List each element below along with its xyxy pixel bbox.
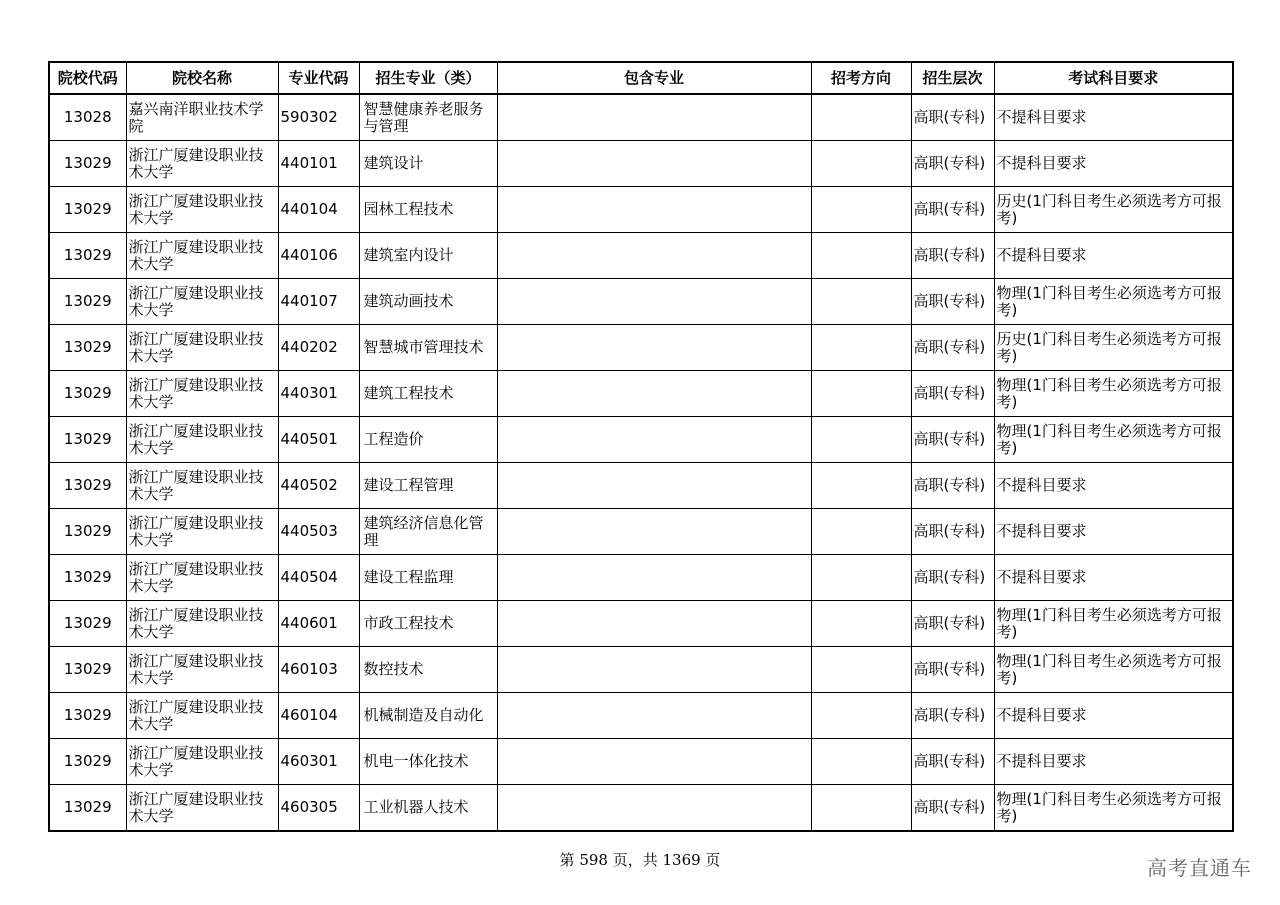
cell-major-name: 数控技术 — [359, 647, 497, 693]
cell-major-code: 460305 — [278, 785, 359, 832]
cell-school-code: 13029 — [49, 417, 126, 463]
cell-school-name: 浙江广厦建设职业技术大学 — [126, 233, 278, 279]
table-row — [49, 94, 1233, 141]
table-row — [49, 601, 1233, 647]
cell-major-name: 建设工程监理 — [359, 555, 497, 601]
cell-major-code: 440601 — [278, 601, 359, 647]
cell-school-name: 浙江广厦建设职业技术大学 — [126, 417, 278, 463]
cell-direction — [811, 509, 911, 555]
cell-major-name: 建设工程管理 — [359, 463, 497, 509]
table-row — [49, 647, 1233, 693]
header-direction: 招考方向 — [811, 62, 911, 94]
cell-included-majors — [497, 693, 811, 739]
cell-school-code: 13029 — [49, 647, 126, 693]
cell-major-code: 440107 — [278, 279, 359, 325]
cell-subject-requirement: 历史(1门科目考生必须选考方可报考) — [994, 187, 1233, 233]
cell-subject-requirement: 物理(1门科目考生必须选考方可报考) — [994, 279, 1233, 325]
cell-subject-requirement: 不提科目要求 — [994, 739, 1233, 785]
cell-school-code: 13029 — [49, 371, 126, 417]
cell-subject-requirement: 物理(1门科目考生必须选考方可报考) — [994, 785, 1233, 832]
cell-included-majors — [497, 187, 811, 233]
cell-subject-requirement: 物理(1门科目考生必须选考方可报考) — [994, 601, 1233, 647]
cell-major-name: 建筑动画技术 — [359, 279, 497, 325]
cell-direction — [811, 785, 911, 832]
cell-level: 高职(专科) — [911, 233, 994, 279]
cell-direction — [811, 555, 911, 601]
cell-included-majors — [497, 279, 811, 325]
cell-school-code: 13029 — [49, 785, 126, 832]
cell-level: 高职(专科) — [911, 325, 994, 371]
table-row — [49, 509, 1233, 555]
cell-direction — [811, 601, 911, 647]
cell-school-name: 浙江广厦建设职业技术大学 — [126, 693, 278, 739]
cell-direction — [811, 693, 911, 739]
header-school-code: 院校代码 — [49, 62, 126, 94]
watermark-logo: 高考直通车 — [1147, 856, 1252, 880]
cell-school-code: 13029 — [49, 601, 126, 647]
cell-major-name: 建筑经济信息化管理 — [359, 509, 497, 555]
cell-school-name: 浙江广厦建设职业技术大学 — [126, 463, 278, 509]
cell-included-majors — [497, 601, 811, 647]
cell-major-name: 机械制造及自动化 — [359, 693, 497, 739]
cell-level: 高职(专科) — [911, 279, 994, 325]
admission-table — [48, 61, 1234, 832]
cell-major-code: 440502 — [278, 463, 359, 509]
cell-included-majors — [497, 555, 811, 601]
table-row — [49, 463, 1233, 509]
table-row — [49, 187, 1233, 233]
cell-major-name: 园林工程技术 — [359, 187, 497, 233]
cell-major-code: 440202 — [278, 325, 359, 371]
cell-direction — [811, 647, 911, 693]
cell-school-code: 13029 — [49, 509, 126, 555]
cell-major-name: 工程造价 — [359, 417, 497, 463]
table-row — [49, 417, 1233, 463]
cell-major-name: 建筑工程技术 — [359, 371, 497, 417]
cell-school-code: 13029 — [49, 141, 126, 187]
cell-major-name: 市政工程技术 — [359, 601, 497, 647]
cell-major-code: 440503 — [278, 509, 359, 555]
cell-school-name: 浙江广厦建设职业技术大学 — [126, 325, 278, 371]
cell-subject-requirement: 不提科目要求 — [994, 233, 1233, 279]
table-row — [49, 739, 1233, 785]
cell-school-code: 13028 — [49, 94, 126, 141]
table-row — [49, 141, 1233, 187]
cell-subject-requirement: 不提科目要求 — [994, 509, 1233, 555]
cell-school-code: 13029 — [49, 233, 126, 279]
cell-direction — [811, 739, 911, 785]
table-header-row — [49, 62, 1233, 94]
cell-major-name: 智慧城市管理技术 — [359, 325, 497, 371]
header-level: 招生层次 — [911, 62, 994, 94]
cell-level: 高职(专科) — [911, 94, 994, 141]
cell-included-majors — [497, 371, 811, 417]
cell-major-code: 440106 — [278, 233, 359, 279]
cell-included-majors — [497, 463, 811, 509]
cell-direction — [811, 94, 911, 141]
table-row — [49, 325, 1233, 371]
cell-major-code: 460103 — [278, 647, 359, 693]
cell-direction — [811, 325, 911, 371]
cell-school-name: 浙江广厦建设职业技术大学 — [126, 785, 278, 832]
table-row — [49, 233, 1233, 279]
cell-included-majors — [497, 325, 811, 371]
header-major-code: 专业代码 — [278, 62, 359, 94]
cell-level: 高职(专科) — [911, 739, 994, 785]
cell-direction — [811, 417, 911, 463]
table-row — [49, 785, 1233, 832]
cell-direction — [811, 233, 911, 279]
cell-subject-requirement: 物理(1门科目考生必须选考方可报考) — [994, 647, 1233, 693]
header-subject-requirement: 考试科目要求 — [994, 62, 1233, 94]
cell-level: 高职(专科) — [911, 141, 994, 187]
cell-school-name: 浙江广厦建设职业技术大学 — [126, 739, 278, 785]
cell-level: 高职(专科) — [911, 371, 994, 417]
cell-subject-requirement: 历史(1门科目考生必须选考方可报考) — [994, 325, 1233, 371]
cell-school-name: 浙江广厦建设职业技术大学 — [126, 187, 278, 233]
cell-school-name: 浙江广厦建设职业技术大学 — [126, 555, 278, 601]
cell-major-name: 建筑室内设计 — [359, 233, 497, 279]
cell-school-code: 13029 — [49, 187, 126, 233]
header-major-name: 招生专业（类） — [359, 62, 497, 94]
cell-subject-requirement: 不提科目要求 — [994, 555, 1233, 601]
cell-major-code: 460104 — [278, 693, 359, 739]
cell-included-majors — [497, 739, 811, 785]
cell-direction — [811, 279, 911, 325]
cell-major-name: 工业机器人技术 — [359, 785, 497, 832]
cell-school-code: 13029 — [49, 555, 126, 601]
header-school-name: 院校名称 — [126, 62, 278, 94]
cell-level: 高职(专科) — [911, 509, 994, 555]
cell-school-code: 13029 — [49, 325, 126, 371]
cell-school-name: 浙江广厦建设职业技术大学 — [126, 141, 278, 187]
cell-direction — [811, 371, 911, 417]
cell-level: 高职(专科) — [911, 417, 994, 463]
cell-school-name: 嘉兴南洋职业技术学院 — [126, 94, 278, 141]
cell-major-code: 440301 — [278, 371, 359, 417]
cell-major-name: 建筑设计 — [359, 141, 497, 187]
cell-subject-requirement: 物理(1门科目考生必须选考方可报考) — [994, 417, 1233, 463]
cell-major-code: 590302 — [278, 94, 359, 141]
cell-included-majors — [497, 141, 811, 187]
cell-included-majors — [497, 509, 811, 555]
cell-major-code: 460301 — [278, 739, 359, 785]
cell-level: 高职(专科) — [911, 555, 994, 601]
cell-major-code: 440101 — [278, 141, 359, 187]
table-body — [49, 94, 1233, 831]
cell-direction — [811, 463, 911, 509]
cell-school-name: 浙江广厦建设职业技术大学 — [126, 371, 278, 417]
cell-included-majors — [497, 785, 811, 832]
cell-included-majors — [497, 647, 811, 693]
cell-subject-requirement: 不提科目要求 — [994, 693, 1233, 739]
cell-major-code: 440501 — [278, 417, 359, 463]
cell-direction — [811, 187, 911, 233]
cell-level: 高职(专科) — [911, 647, 994, 693]
cell-subject-requirement: 不提科目要求 — [994, 94, 1233, 141]
cell-included-majors — [497, 233, 811, 279]
cell-school-code: 13029 — [49, 739, 126, 785]
cell-school-name: 浙江广厦建设职业技术大学 — [126, 509, 278, 555]
cell-school-name: 浙江广厦建设职业技术大学 — [126, 647, 278, 693]
cell-school-code: 13029 — [49, 279, 126, 325]
cell-subject-requirement: 物理(1门科目考生必须选考方可报考) — [994, 371, 1233, 417]
table-row — [49, 279, 1233, 325]
cell-level: 高职(专科) — [911, 693, 994, 739]
header-included-majors: 包含专业 — [497, 62, 811, 94]
cell-level: 高职(专科) — [911, 785, 994, 832]
cell-level: 高职(专科) — [911, 463, 994, 509]
cell-school-name: 浙江广厦建设职业技术大学 — [126, 601, 278, 647]
cell-subject-requirement: 不提科目要求 — [994, 463, 1233, 509]
cell-major-name: 智慧健康养老服务与管理 — [359, 94, 497, 141]
cell-included-majors — [497, 417, 811, 463]
cell-subject-requirement: 不提科目要求 — [994, 141, 1233, 187]
cell-level: 高职(专科) — [911, 601, 994, 647]
cell-school-code: 13029 — [49, 463, 126, 509]
table-row — [49, 555, 1233, 601]
cell-included-majors — [497, 94, 811, 141]
table-row — [49, 371, 1233, 417]
cell-major-code: 440504 — [278, 555, 359, 601]
cell-school-code: 13029 — [49, 693, 126, 739]
table-row — [49, 693, 1233, 739]
page-number: 第 598 页，共 1369 页 — [559, 851, 721, 869]
cell-direction — [811, 141, 911, 187]
cell-school-name: 浙江广厦建设职业技术大学 — [126, 279, 278, 325]
cell-level: 高职(专科) — [911, 187, 994, 233]
cell-major-code: 440104 — [278, 187, 359, 233]
cell-major-name: 机电一体化技术 — [359, 739, 497, 785]
